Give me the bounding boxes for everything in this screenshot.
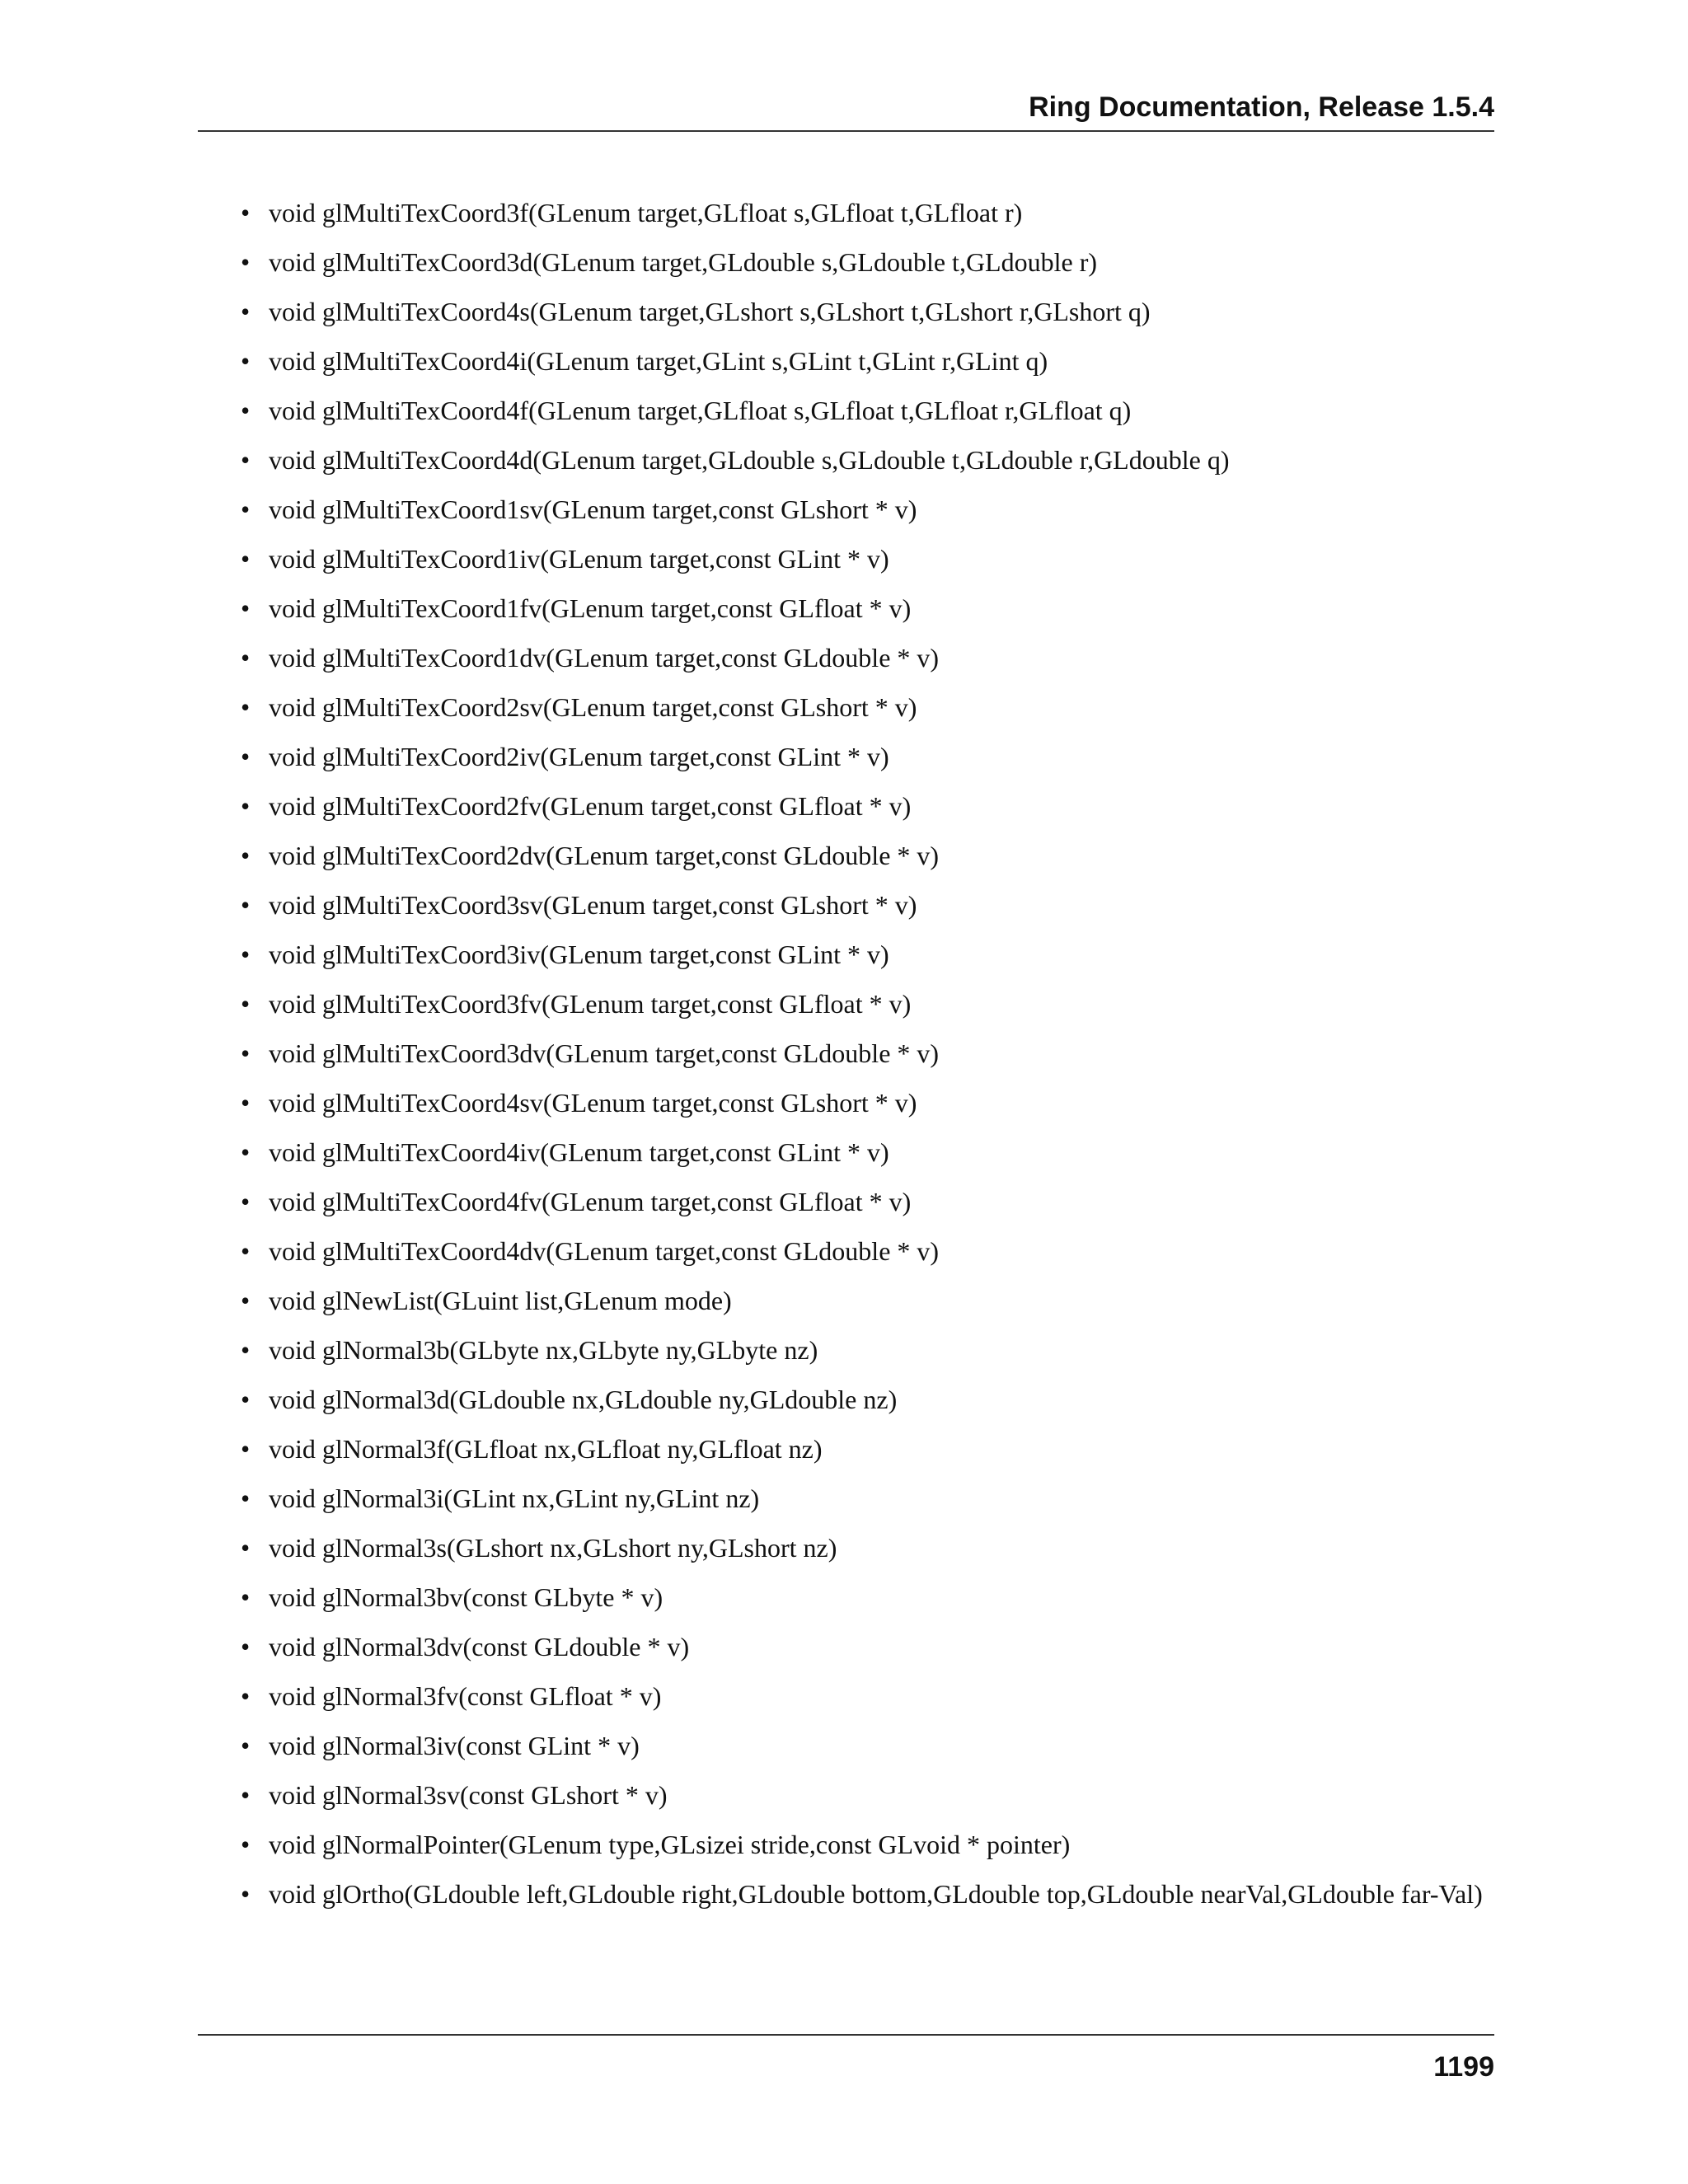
list-item [198,1830,1494,1859]
bullet-icon: • [241,791,251,821]
function-signature: void glMultiTexCoord2iv(GLenum target,const GLint * v) [269,742,889,771]
bullet-icon: • [241,198,251,227]
function-signature: void glMultiTexCoord4dv(GLenum target,const GLdouble * v) [269,1236,940,1266]
bullet-icon: • [241,1286,251,1315]
list-item [198,1385,1494,1414]
function-signature: void glMultiTexCoord4d(GLenum target,GLdouble s,GLdouble t,GLdouble r,GLdouble q) [269,445,1230,475]
bullet-icon: • [241,1533,251,1563]
list-item [198,544,1494,574]
bullet-icon: • [241,346,251,376]
bullet-icon: • [241,1780,251,1810]
page-header [198,91,1494,132]
bullet-icon: • [241,692,251,722]
list-item [198,791,1494,821]
list-item [198,692,1494,722]
bullet-icon: • [241,247,251,277]
function-signature: void glMultiTexCoord1iv(GLenum target,const GLint * v) [269,544,889,574]
bullet-icon: • [241,1335,251,1365]
function-signature: void glMultiTexCoord3sv(GLenum target,const GLshort * v) [269,890,917,920]
list-item [198,396,1494,425]
list-item [198,1137,1494,1167]
function-signature: void glNormal3d(GLdouble nx,GLdouble ny,GLdouble nz) [269,1385,898,1414]
bullet-icon: • [241,494,251,524]
list-item [198,1187,1494,1216]
function-signature: void glMultiTexCoord4sv(GLenum target,const GLshort * v) [269,1088,917,1118]
list-item [198,1533,1494,1563]
list-item [198,841,1494,870]
function-signature: void glNormal3bv(const GLbyte * v) [269,1582,663,1612]
bullet-icon: • [241,1434,251,1464]
bullet-icon: • [241,1681,251,1711]
list-item [198,297,1494,326]
list-item [198,1038,1494,1068]
bullet-icon: • [241,297,251,326]
list-item [198,247,1494,277]
function-signature: void glMultiTexCoord4iv(GLenum target,const GLint * v) [269,1137,889,1167]
list-item [198,1731,1494,1760]
bullet-icon: • [241,643,251,673]
list-item [198,1286,1494,1315]
bullet-icon: • [241,742,251,771]
function-signature: void glNormal3i(GLint nx,GLint ny,GLint nz) [269,1483,760,1513]
list-item [198,989,1494,1019]
list-item [198,1780,1494,1810]
function-signature: void glNormalPointer(GLenum type,GLsizei stride,const GLvoid * pointer) [269,1830,1071,1859]
bullet-icon: • [241,1038,251,1068]
function-signature: void glMultiTexCoord2sv(GLenum target,const GLshort * v) [269,692,917,722]
list-item [198,890,1494,920]
bullet-icon: • [241,1483,251,1513]
bullet-icon: • [241,1632,251,1661]
function-signature: void glMultiTexCoord4i(GLenum target,GLint s,GLint t,GLint r,GLint q) [269,346,1048,376]
list-item [198,445,1494,475]
bullet-icon: • [241,544,251,574]
function-signature: void glMultiTexCoord4s(GLenum target,GLshort s,GLshort t,GLshort r,GLshort q) [269,297,1151,326]
bullet-icon: • [241,1879,251,1909]
bullet-icon: • [241,1731,251,1760]
bullet-icon: • [241,593,251,623]
function-signature: void glMultiTexCoord4f(GLenum target,GLfloat s,GLfloat t,GLfloat r,GLfloat q) [269,396,1132,425]
list-item [198,1632,1494,1661]
function-signature: void glOrtho(GLdouble left,GLdouble right,GLdouble bottom,GLdouble top,GLdouble nearVal,GLdouble far-Val) [269,1879,1483,1909]
page-footer [198,2034,1494,2083]
list-item [198,1681,1494,1711]
bullet-icon: • [241,396,251,425]
function-signature: void glNormal3f(GLfloat nx,GLfloat ny,GLfloat nz) [269,1434,823,1464]
function-signature: void glNormal3dv(const GLdouble * v) [269,1632,690,1661]
list-item [198,1434,1494,1464]
function-signature: void glMultiTexCoord4fv(GLenum target,const GLfloat * v) [269,1187,912,1216]
bullet-icon: • [241,1236,251,1266]
function-signature: void glNewList(GLuint list,GLenum mode) [269,1286,732,1315]
function-signature: void glNormal3s(GLshort nx,GLshort ny,GLshort nz) [269,1533,837,1563]
function-signature: void glMultiTexCoord2dv(GLenum target,const GLdouble * v) [269,841,940,870]
function-signature: void glMultiTexCoord3d(GLenum target,GLdouble s,GLdouble t,GLdouble r) [269,247,1097,277]
list-item [198,1483,1494,1513]
function-signature: void glNormal3sv(const GLshort * v) [269,1780,668,1810]
header-title: Ring Documentation, Release 1.5.4 [1029,91,1494,123]
bullet-icon: • [241,1830,251,1859]
bullet-icon: • [241,890,251,920]
function-signature: void glMultiTexCoord1dv(GLenum target,const GLdouble * v) [269,643,940,673]
function-signature: void glMultiTexCoord3f(GLenum target,GLfloat s,GLfloat t,GLfloat r) [269,198,1023,227]
bullet-icon: • [241,1088,251,1118]
function-signature: void glMultiTexCoord1sv(GLenum target,const GLshort * v) [269,494,917,524]
function-list [198,198,1494,1929]
list-item [198,494,1494,524]
list-item [198,1088,1494,1118]
bullet-icon: • [241,1187,251,1216]
bullet-icon: • [241,1385,251,1414]
list-item [198,346,1494,376]
bullet-icon: • [241,445,251,475]
function-signature: void glMultiTexCoord3dv(GLenum target,const GLdouble * v) [269,1038,940,1068]
list-item [198,1236,1494,1266]
list-item [198,940,1494,969]
function-signature: void glMultiTexCoord3iv(GLenum target,const GLint * v) [269,940,889,969]
list-item [198,198,1494,227]
function-signature: void glNormal3iv(const GLint * v) [269,1731,640,1760]
page-number: 1199 [1433,2051,1494,2083]
function-signature: void glMultiTexCoord1fv(GLenum target,const GLfloat * v) [269,593,912,623]
bullet-icon: • [241,940,251,969]
function-signature: void glNormal3fv(const GLfloat * v) [269,1681,662,1711]
list-item [198,1582,1494,1612]
list-item [198,593,1494,623]
list-item [198,1879,1494,1909]
function-signature: void glMultiTexCoord3fv(GLenum target,const GLfloat * v) [269,989,912,1019]
bullet-icon: • [241,989,251,1019]
function-signature: void glMultiTexCoord2fv(GLenum target,const GLfloat * v) [269,791,912,821]
list-item [198,1335,1494,1365]
function-signature: void glNormal3b(GLbyte nx,GLbyte ny,GLbyte nz) [269,1335,818,1365]
list-item [198,742,1494,771]
list-item [198,643,1494,673]
bullet-icon: • [241,1137,251,1167]
bullet-icon: • [241,1582,251,1612]
bullet-icon: • [241,841,251,870]
